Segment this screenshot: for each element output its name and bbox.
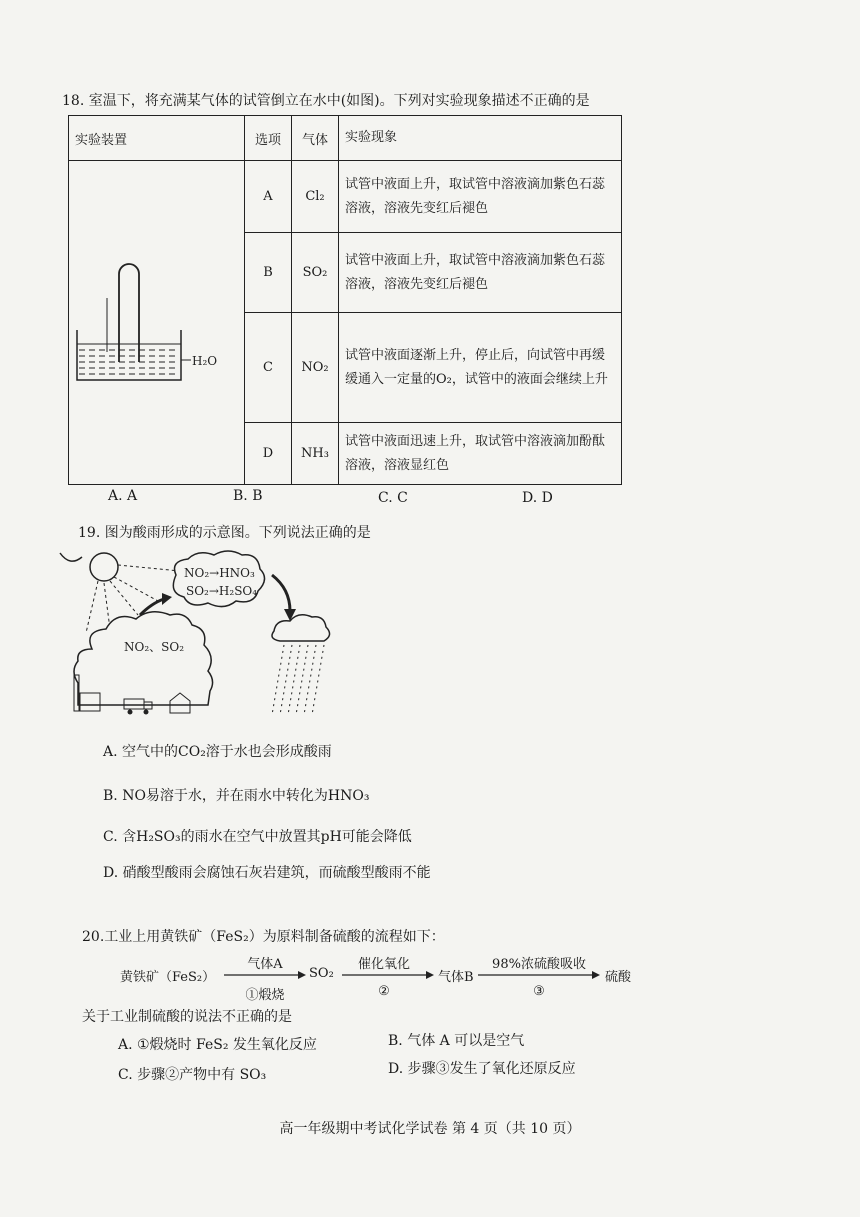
q19-choice-a[interactable]: A. 空气中的CO₂溶于水也会形成酸雨: [103, 744, 332, 760]
header-apparatus: 实验装置: [69, 116, 245, 161]
row-a-phenomenon: 试管中液面上升，取试管中溶液滴加紫色石蕊溶液，溶液先变红后褪色: [339, 161, 622, 233]
q20-choice-b[interactable]: B. 气体 A 可以是空气: [388, 1033, 525, 1049]
row-d-option: D: [245, 423, 292, 485]
q20-sub-stem: 关于工业制硫酸的说法不正确的是: [82, 1009, 292, 1025]
row-b-phenomenon: 试管中液面上升，取试管中溶液滴加紫色石蕊溶液，溶液先变红后褪色: [339, 233, 622, 313]
row-c-gas: NO₂: [292, 313, 339, 423]
q18-choice-a[interactable]: A. A: [108, 488, 138, 504]
sun-icon: [90, 553, 118, 581]
page-footer: 高一年级期中考试化学试卷 第 4 页（共 10 页）: [279, 1121, 581, 1137]
q20-choice-a[interactable]: A. ①煅烧时 FeS₂ 发生氧化反应: [118, 1037, 317, 1053]
flow-step2-top: 催化氧化: [357, 957, 410, 972]
flow-end: 硫酸: [605, 970, 632, 985]
q18-choice-d[interactable]: D. D: [522, 490, 553, 506]
q18-choice-c[interactable]: C. C: [378, 490, 408, 506]
row-a-option: A: [245, 161, 292, 233]
q18-stem: 18. 室温下，将充满某气体的试管倒立在水中(如图)。下列对实验现象描述不正确的是: [62, 93, 590, 109]
row-b-gas: SO₂: [292, 233, 339, 313]
acid-rain-figure: [58, 545, 358, 725]
q20-choice-c[interactable]: C. 步骤②产物中有 SO₃: [118, 1067, 267, 1083]
pollutant-label: NO₂、SO₂: [124, 640, 185, 654]
reaction-1: NO₂→HNO₃: [184, 566, 255, 580]
flow-arrow-2: [342, 969, 436, 981]
flow-step3-bottom: ③: [533, 984, 545, 999]
q18-table: [68, 115, 622, 485]
apparatus-figure-cell: [69, 161, 245, 485]
q18-choice-b[interactable]: B. B: [233, 488, 263, 504]
row-c-phenomenon: 试管中液面逐渐上升，停止后，向试管中再缓缓通入一定量的O₂，试管中的液面会继续上升: [339, 313, 622, 423]
header-option: 选项: [245, 116, 292, 161]
flow-mid1: SO₂: [309, 966, 334, 981]
flow-mid2: 气体B: [438, 970, 474, 985]
pollution-cloud-icon: [74, 612, 213, 705]
q19-choice-d[interactable]: D. 硝酸型酸雨会腐蚀石灰岩建筑，而硫酸型酸雨不能: [103, 865, 431, 881]
row-a-gas: Cl₂: [292, 161, 339, 233]
q20-choice-d[interactable]: D. 步骤③发生了氧化还原反应: [388, 1061, 576, 1077]
q20-stem: 20.工业上用黄铁矿（FeS₂）为原料制备硫酸的流程如下：: [82, 929, 445, 945]
flow-step3-top: 98%浓硫酸吸收: [492, 957, 586, 972]
flow-arrow-3: [478, 969, 602, 981]
row-b-option: B: [245, 233, 292, 313]
header-gas: 气体: [292, 116, 339, 161]
reaction-2: SO₂→H₂SO₄: [186, 584, 258, 598]
rain-drops-icon: [272, 645, 324, 715]
q19-choice-b[interactable]: B. NO易溶于水，并在雨水中转化为HNO₃: [103, 788, 370, 804]
header-phenomenon: 实验现象: [339, 116, 622, 161]
flow-step1-bottom: ①煅烧: [245, 988, 285, 1003]
flow-step2-bottom: ②: [378, 984, 390, 999]
flow-arrow-1: [224, 969, 308, 981]
inverted-test-tube-figure: [69, 162, 244, 484]
q19-choice-c[interactable]: C. 含H₂SO₃的雨水在空气中放置其pH可能会降低: [103, 829, 412, 845]
flow-step1-top: 气体A: [247, 957, 283, 972]
row-d-gas: NH₃: [292, 423, 339, 485]
q19-stem: 19. 图为酸雨形成的示意图。下列说法正确的是: [78, 525, 371, 541]
rain-cloud-icon: [272, 615, 330, 641]
flow-start: 黄铁矿（FeS₂）: [120, 970, 216, 985]
row-d-phenomenon: 试管中液面迅速上升，取试管中溶液滴加酚酞溶液，溶液显红色: [339, 423, 622, 485]
water-label: H₂O: [192, 353, 218, 368]
row-c-option: C: [245, 313, 292, 423]
